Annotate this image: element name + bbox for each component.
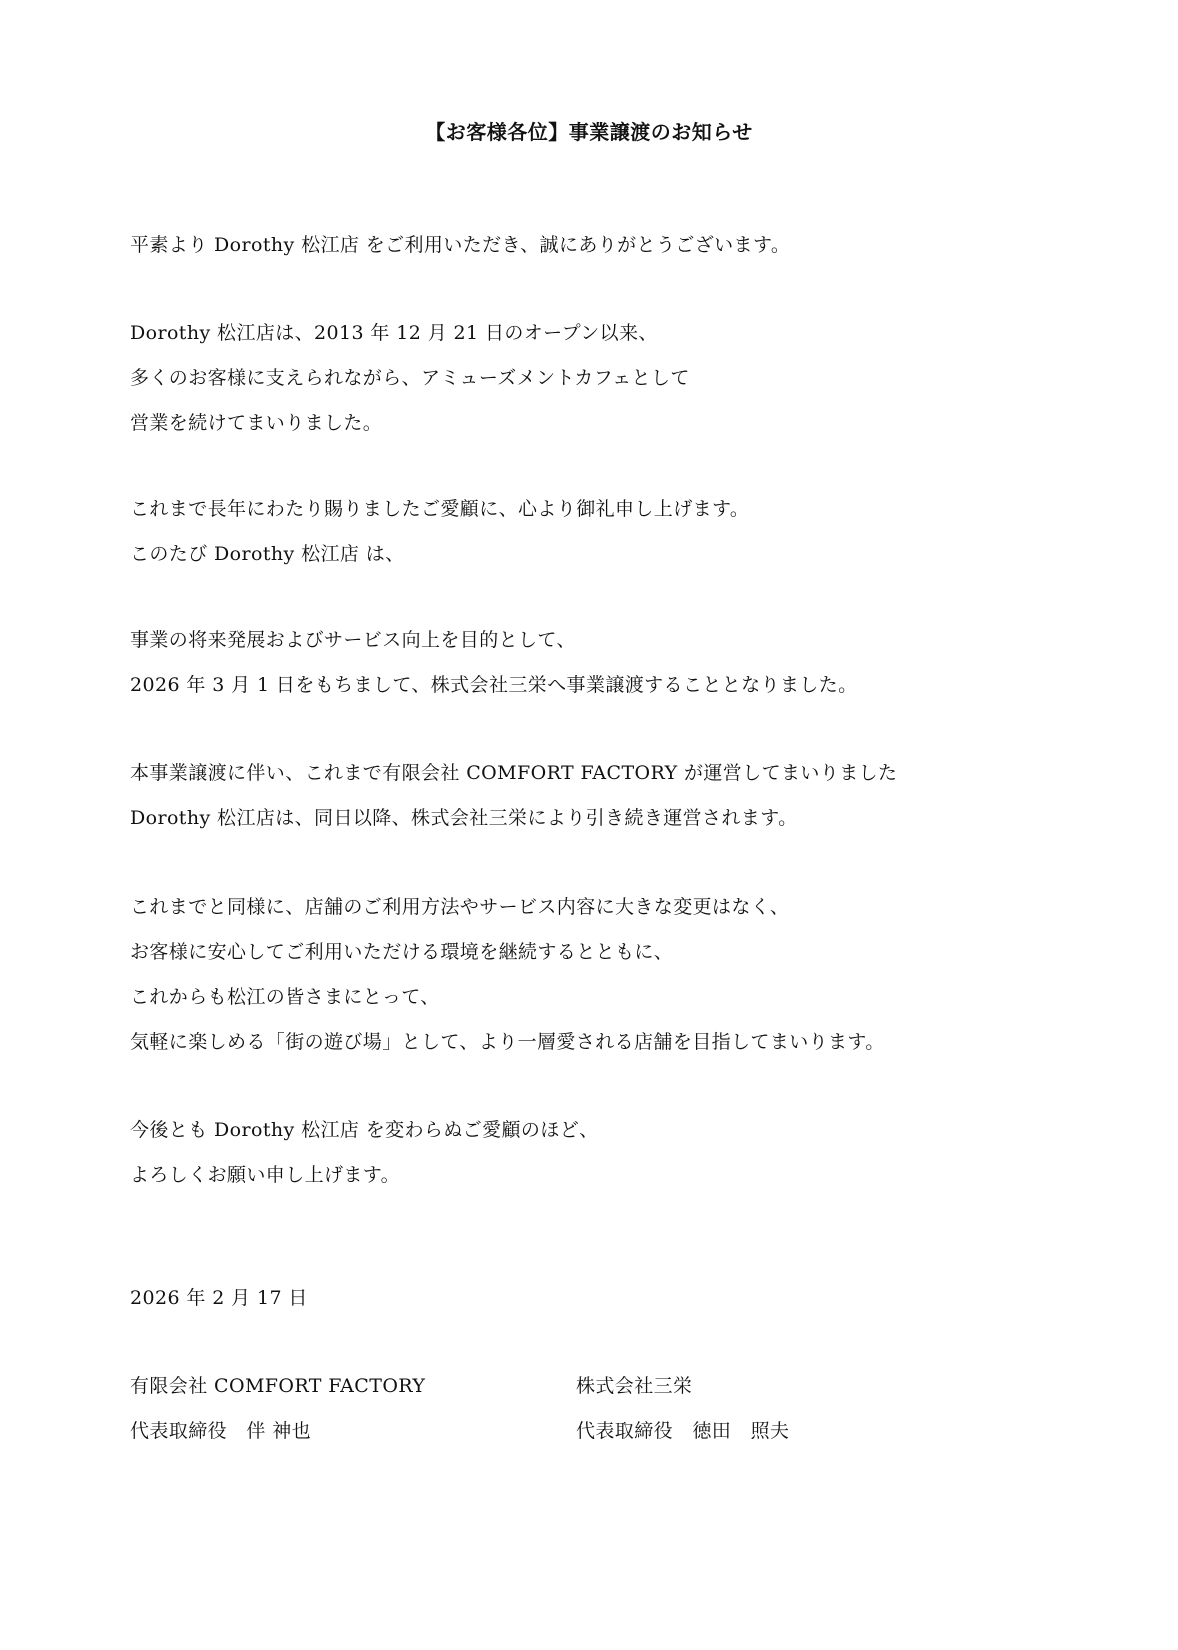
body-line: これまで長年にわたり賜りましたご愛顧に、心より御礼申し上げます。 (130, 498, 750, 520)
body-line: これまでと同様に、店舗のご利用方法やサービス内容に大きな変更はなく、 (130, 896, 790, 918)
body-line: 平素より Dorothy 松江店 をご利用いただき、誠にありがとうございます。 (130, 234, 791, 256)
body-line: Dorothy 松江店は、2013 年 12 月 21 日のオープン以来、 (130, 322, 658, 344)
body-line: 事業の将来発展およびサービス向上を目的として、 (130, 629, 576, 651)
left-representative: 代表取締役 伴 神也 (130, 1420, 312, 1442)
body-line: 営業を続けてまいりました。 (130, 412, 383, 434)
body-line: 多くのお客様に支えられながら、アミューズメントカフェとして (130, 367, 690, 389)
notice-date: 2026 年 2 月 17 日 (130, 1287, 308, 1309)
body-line: お客様に安心してご利用いただける環境を継続するとともに、 (130, 941, 674, 963)
body-line: よろしくお願い申し上げます。 (130, 1164, 401, 1186)
body-line: Dorothy 松江店は、同日以降、株式会社三栄により引き続き運営されます。 (130, 807, 798, 829)
right-company-name: 株式会社三栄 (576, 1375, 693, 1397)
body-line: 2026 年 3 月 1 日をもちまして、株式会社三栄へ事業譲渡することとなりました。 (130, 674, 858, 696)
right-representative: 代表取締役 徳田 照夫 (576, 1420, 790, 1442)
body-line: 本事業譲渡に伴い、これまで有限会社 COMFORT FACTORY が運営してまいりました (130, 762, 898, 784)
body-line: これからも松江の皆さまにとって、 (130, 986, 440, 1008)
body-line: このたび Dorothy 松江店 は、 (130, 543, 405, 565)
body-line: 今後とも Dorothy 松江店 を変わらぬご愛顧のほど、 (130, 1119, 599, 1141)
left-company-name: 有限会社 COMFORT FACTORY (130, 1375, 426, 1397)
notice-title: 【お客様各位】事業譲渡のお知らせ (425, 120, 753, 144)
body-line: 気軽に楽しめる「街の遊び場」として、より一層愛される店舗を目指してまいります。 (130, 1031, 885, 1053)
